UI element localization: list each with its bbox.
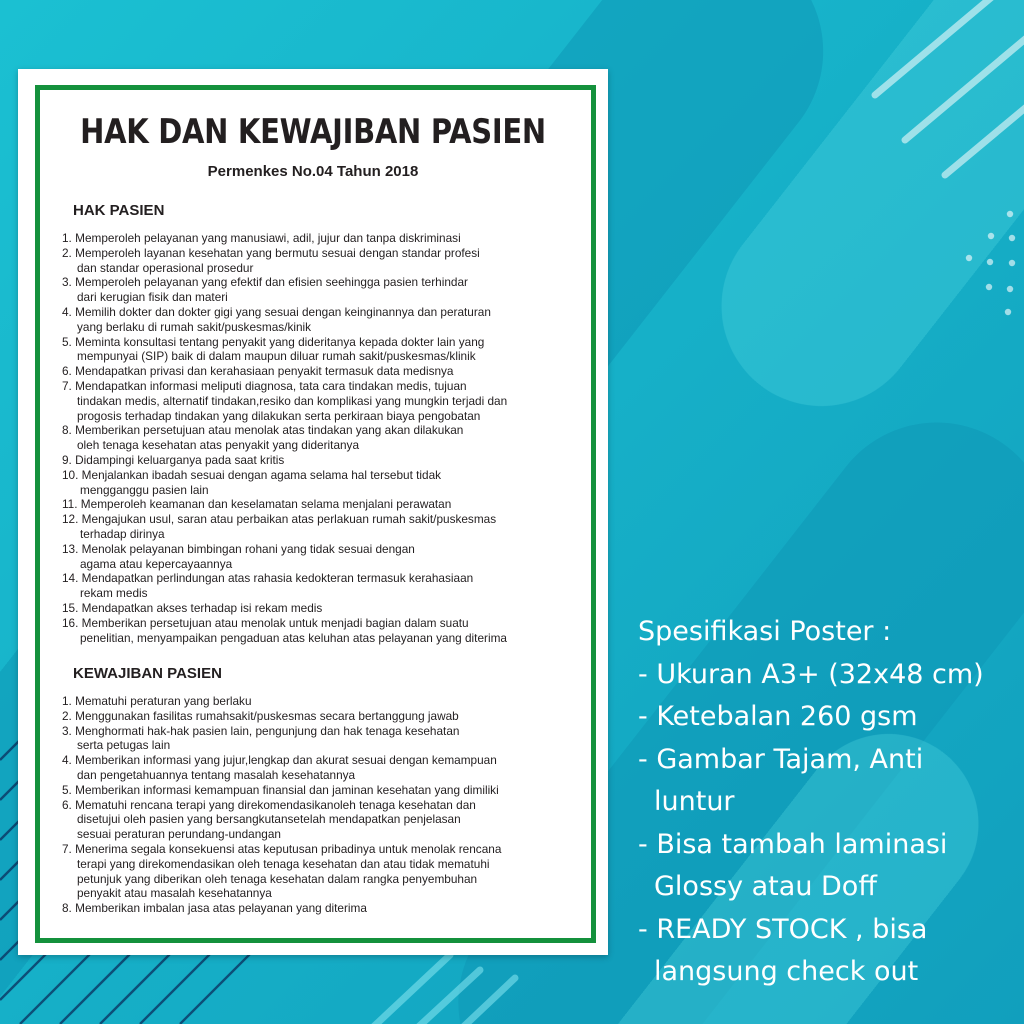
list-item: disetujui oleh pasien yang bersangkutansetelah mendapatkan penjelasan bbox=[77, 812, 461, 827]
list-item: 3. Memperoleh pelayanan yang efektif dan efisien seehingga pasien terhindar bbox=[62, 275, 468, 290]
kewajiban-pasien-list bbox=[62, 694, 501, 916]
list-item: penyakit atau masalah kesehatannya bbox=[77, 886, 272, 901]
spec-image-quality: - Gambar Tajam, Anti bbox=[638, 743, 924, 775]
poster-subtitle: Permenkes No.04 Tahun 2018 bbox=[207, 163, 419, 180]
list-item: 10. Menjalankan ibadah sesuai dengan agama selama hal tersebut tidak bbox=[62, 467, 442, 482]
list-item: 13. Menolak pelayanan bimbingan rohani yang tidak sesuai dengan bbox=[62, 541, 415, 556]
list-item: dan standar operasional prosedur bbox=[77, 260, 254, 275]
list-item: 15. Mendapatkan akses terhadap isi rekam medis bbox=[62, 600, 323, 615]
list-item: 4. Memilih dokter dan dokter gigi yang sesuai dengan keinginannya dan peraturan bbox=[62, 304, 491, 319]
poster-title: HAK DAN KEWAJIBAN PASIEN bbox=[80, 111, 546, 152]
list-item: sesuai peraturan perundang-undangan bbox=[77, 827, 281, 842]
list-item: terhadap dirinya bbox=[80, 526, 165, 541]
list-item: dan pengetahuannya tentang masalah kesehatannya bbox=[77, 767, 356, 782]
list-item: penelitian, menyampaikan pengaduan atas keluhan atas pelayanan yang diterima bbox=[80, 630, 507, 645]
poster-sheet bbox=[18, 69, 608, 955]
list-item: yang berlaku di rumah sakit/puskesmas/kinik bbox=[77, 319, 312, 334]
list-item: rekam medis bbox=[80, 586, 148, 601]
hak-pasien-list bbox=[62, 231, 507, 645]
spec-stock-cont: langsung check out bbox=[654, 956, 919, 987]
list-item: 1. Mematuhi peraturan yang berlaku bbox=[62, 694, 252, 708]
list-item: dari kerugian fisik dan materi bbox=[77, 290, 228, 305]
list-item: 8. Memberikan imbalan jasa atas pelayanan yang diterima bbox=[62, 901, 367, 916]
list-item: 12. Mengajukan usul, saran atau perbaikan atas perlakuan rumah sakit/puskesmas bbox=[62, 512, 497, 527]
list-item: 16. Memberikan persetujuan atau menolak untuk menjadi bagian dalam suatu bbox=[62, 615, 469, 630]
spec-thickness: - Ketebalan 260 gsm bbox=[638, 701, 918, 732]
list-item: 9. Didampingi keluarganya pada saat kritis bbox=[62, 452, 285, 467]
kewajiban-pasien-heading: KEWAJIBAN PASIEN bbox=[73, 665, 222, 682]
list-item: agama atau kepercayaannya bbox=[80, 556, 233, 571]
list-item: 11. Memperoleh keamanan dan keselamatan selama menjalani perawatan bbox=[62, 497, 452, 512]
list-item: 2. Menggunakan fasilitas rumahsakit/puskesmas secara bertanggung jawab bbox=[62, 708, 459, 723]
spec-lamination-cont: Glossy atau Doff bbox=[654, 871, 877, 902]
list-item: tindakan medis, alternatif tindakan,resiko dan komplikasi yang mungkin terjadi dan bbox=[77, 393, 508, 408]
list-item: oleh tenaga kesehatan atas penyakit yang dideritanya bbox=[77, 438, 360, 453]
list-item: terapi yang direkomendasikan oleh tenaga kesehatan dan atau tidak mematuhi bbox=[77, 856, 490, 871]
list-item: mempunyai (SIP) baik di dalam maupun diluar rumah sakit/puskesmas/klinik bbox=[77, 349, 476, 364]
poster-specifications bbox=[638, 611, 984, 994]
list-item: 5. Meminta konsultasi tentang penyakit yang dideritanya kepada dokter lain yang bbox=[62, 334, 485, 349]
list-item: mengganggu pasien lain bbox=[80, 482, 209, 497]
list-item: 6. Mematuhi rencana terapi yang direkomendasikanoleh tenaga kesehatan dan bbox=[62, 797, 476, 812]
hak-pasien-heading: HAK PASIEN bbox=[73, 202, 165, 219]
list-item: 7. Menerima segala konsekuensi atas keputusan pribadinya untuk menolak rencana bbox=[62, 841, 502, 856]
list-item: 4. Memberikan informasi yang jujur,lengkap dan akurat sesuai dengan kemampuan bbox=[62, 753, 497, 768]
list-item: 8. Memberikan persetujuan atau menolak atas tindakan yang akan dilakukan bbox=[62, 423, 464, 438]
list-item: 2. Memperoleh layanan kesehatan yang bermutu sesuai dengan standar profesi bbox=[62, 245, 480, 260]
list-item: 3. Menghormati hak-hak pasien lain, pengunjung dan hak tenaga kesehatan bbox=[62, 723, 460, 738]
list-item: progosis terhadap tindakan yang dilakukan serta perkiraan biaya pengobatan bbox=[77, 408, 481, 423]
list-item: serta petugas lain bbox=[77, 738, 171, 753]
spec-stock: - READY STOCK , bisa bbox=[638, 913, 928, 945]
list-item: 7. Mendapatkan informasi meliputi diagnosa, tata cara tindakan medis, tujuan bbox=[62, 378, 467, 393]
spec-lamination: - Bisa tambah laminasi bbox=[638, 828, 948, 860]
list-item: 6. Mendapatkan privasi dan kerahasiaan penyakit termasuk data medisnya bbox=[62, 364, 454, 379]
list-item: 14. Mendapatkan perlindungan atas rahasia kedokteran termasuk kerahasiaan bbox=[62, 571, 474, 586]
specs-heading: Spesifikasi Poster : bbox=[638, 616, 892, 647]
list-item: 1. Memperoleh pelayanan yang manusiawi, adil, jujur dan tanpa diskriminasi bbox=[62, 231, 461, 245]
list-item: petunjuk yang diberikan oleh tenaga kesehatan dalam rangka penyembuhan bbox=[77, 871, 478, 886]
spec-size: - Ukuran A3+ (32x48 cm) bbox=[638, 658, 984, 690]
spec-image-quality-cont: luntur bbox=[654, 786, 735, 817]
list-item: 5. Memberikan informasi kemampuan finansial dan jaminan kesehatan yang dimiliki bbox=[62, 782, 499, 797]
